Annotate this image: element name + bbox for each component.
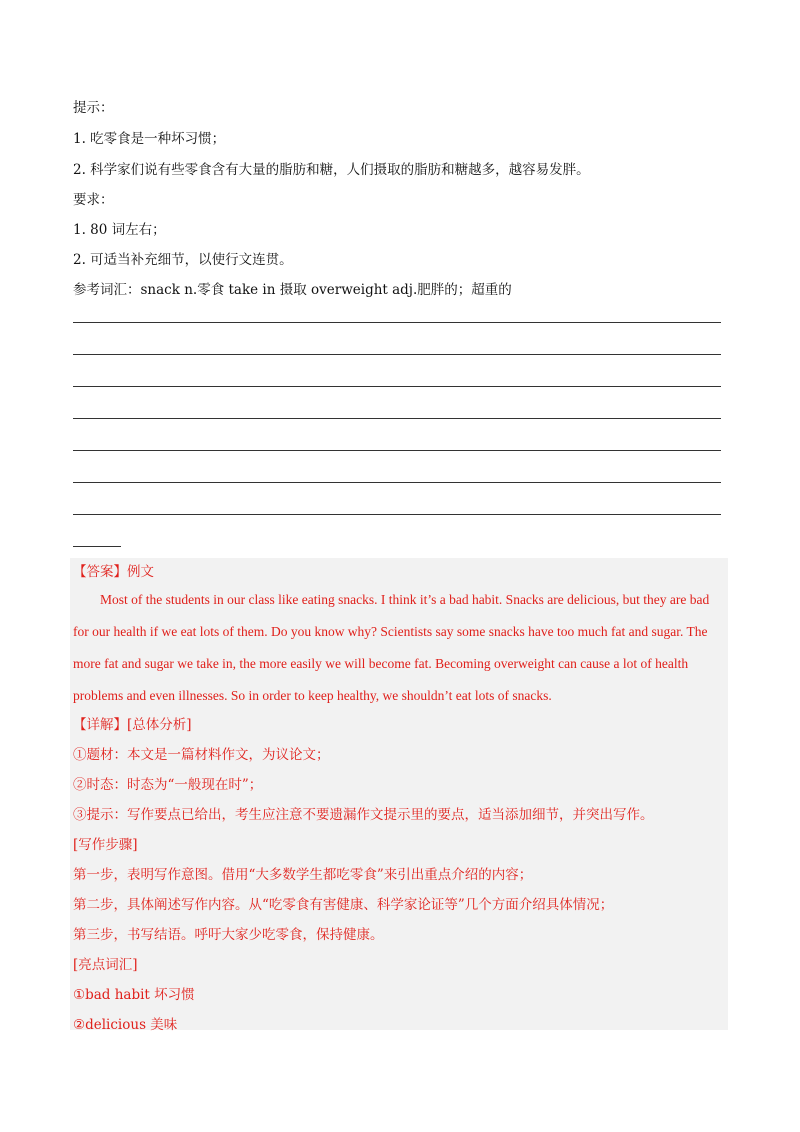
answer-line	[73, 482, 721, 483]
detail-item-3: ③提示：写作要点已给出，考生应注意不要遗漏作文提示里的要点，适当添加细节，并突出写作。	[73, 807, 654, 823]
steps-heading: [写作步骤]	[73, 837, 138, 853]
requirement-item-2: 2. 可适当补充细节，以使行文连贯。	[73, 252, 293, 268]
model-essay: Most of the students in our class like eating snacks. I think it’s a bad habit. Snacks are delicious, but they are bad for our health if we eat lots of them. Do you know why? Scientists say some snacks have too much fat and sugar. The more fat and sugar we take in, the more easily we will become fat. Becoming overweight can cause a lot of health problems and even illnesses. So in order to keep healthy, we shouldn’t eat lots of snacks.	[73, 592, 710, 703]
requirements-title: 要求：	[73, 192, 114, 208]
answer-line-short	[73, 546, 121, 547]
answer-line	[73, 354, 721, 355]
vocab-item-1: ①bad habit 坏习惯	[73, 987, 195, 1003]
hint-item-2: 2. 科学家们说有些零食含有大量的脂肪和糖，人们摄取的脂肪和糖越多，越容易发胖。	[73, 162, 590, 178]
vocab-heading: [亮点词汇]	[73, 957, 138, 973]
step-2: 第二步，具体阐述写作内容。从“吃零食有害健康、科学家论证等”几个方面介绍具体情况；	[73, 897, 614, 913]
answer-line	[73, 322, 721, 323]
answer-line	[73, 386, 721, 387]
requirement-item-1: 1. 80 词左右；	[73, 222, 166, 238]
answer-line	[73, 418, 721, 419]
detail-item-1: ①题材：本文是一篇材料作文，为议论文；	[73, 747, 330, 763]
step-1: 第一步，表明写作意图。借用“大多数学生都吃零食”来引出重点介绍的内容；	[73, 867, 533, 883]
detail-item-2: ②时态：时态为“一般现在时”；	[73, 777, 263, 793]
answer-line	[73, 450, 721, 451]
hint-title: 提示：	[73, 100, 114, 116]
hint-item-1: 1. 吃零食是一种坏习惯；	[73, 131, 226, 147]
answer-heading: 【答案】例文	[73, 564, 154, 580]
detail-heading: 【详解】[总体分析]	[73, 717, 192, 733]
step-3: 第三步，书写结语。呼吁大家少吃零食，保持健康。	[73, 927, 384, 943]
reference-vocabulary: 参考词汇：snack n.零食 take in 摄取 overweight adj.肥胖的；超重的	[73, 282, 512, 298]
answer-line	[73, 514, 721, 515]
vocab-item-2: ②delicious 美味	[73, 1017, 178, 1033]
